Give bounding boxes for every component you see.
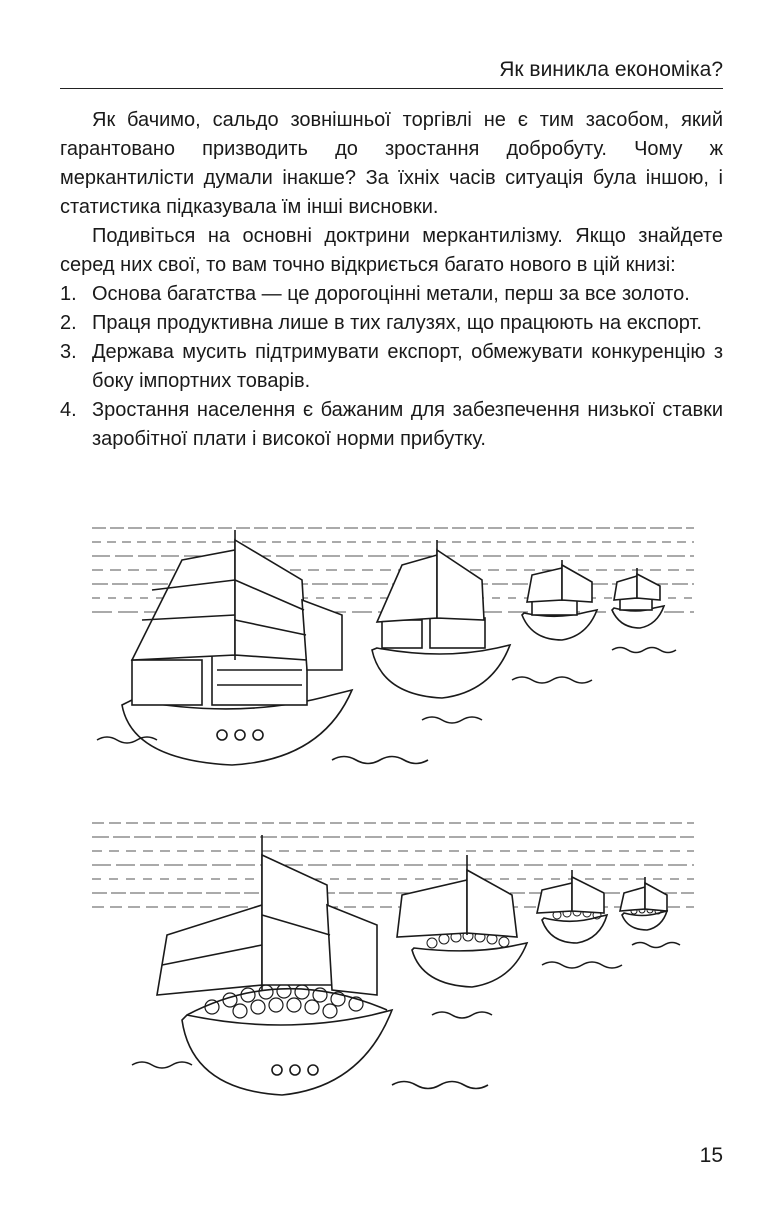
doctrine-list <box>60 280 723 454</box>
illustration-ships-coins <box>92 815 694 1115</box>
ship-tiny <box>612 568 664 628</box>
list-item <box>60 338 723 396</box>
ship-large <box>157 835 392 1095</box>
running-header <box>60 52 723 89</box>
list-text: Основа багатства — це дорогоцінні метали, перш за все золото. <box>92 283 690 305</box>
list-item <box>60 280 723 309</box>
paragraph: Подивіться на основні доктрини меркантилізму. Якщо знайдете серед них свої, то вам точно відкриється багато нового в цій книзі: <box>60 225 723 276</box>
page-number: 15 <box>699 1144 723 1167</box>
list-text: Зростання населення є бажаним для забезпечення низької ставки заробітної плати і високої норми прибутку. <box>92 399 723 450</box>
ship-medium <box>397 855 527 987</box>
ship-medium <box>372 540 510 698</box>
list-number: 4. <box>60 399 77 421</box>
list-text: Праця продуктивна лише в тих галузях, що працюють на експорт. <box>92 312 702 334</box>
paragraph: Як бачимо, сальдо зовнішньої торгівлі не є тим засобом, який гарантовано призводить до зростання добробуту. Чому ж меркантилісти думали інакше? За їхніх часів ситуація була іншою, і статистика підказувала їм інші висновки. <box>60 109 723 218</box>
list-item <box>60 396 723 454</box>
ship-small <box>537 870 607 943</box>
list-text: Держава мусить підтримувати експорт, обмежувати конкуренцію з боку імпортних товарів. <box>92 341 723 392</box>
body-text <box>60 106 723 454</box>
ship-large <box>122 530 352 765</box>
list-number: 2. <box>60 312 77 334</box>
header-title: Як виникла економіка? <box>499 58 723 81</box>
list-number: 1. <box>60 283 77 305</box>
ship-small <box>522 560 597 640</box>
ship-tiny <box>620 877 667 930</box>
illustration-ships-crates <box>92 520 694 780</box>
list-item <box>60 309 723 338</box>
list-number: 3. <box>60 341 77 363</box>
